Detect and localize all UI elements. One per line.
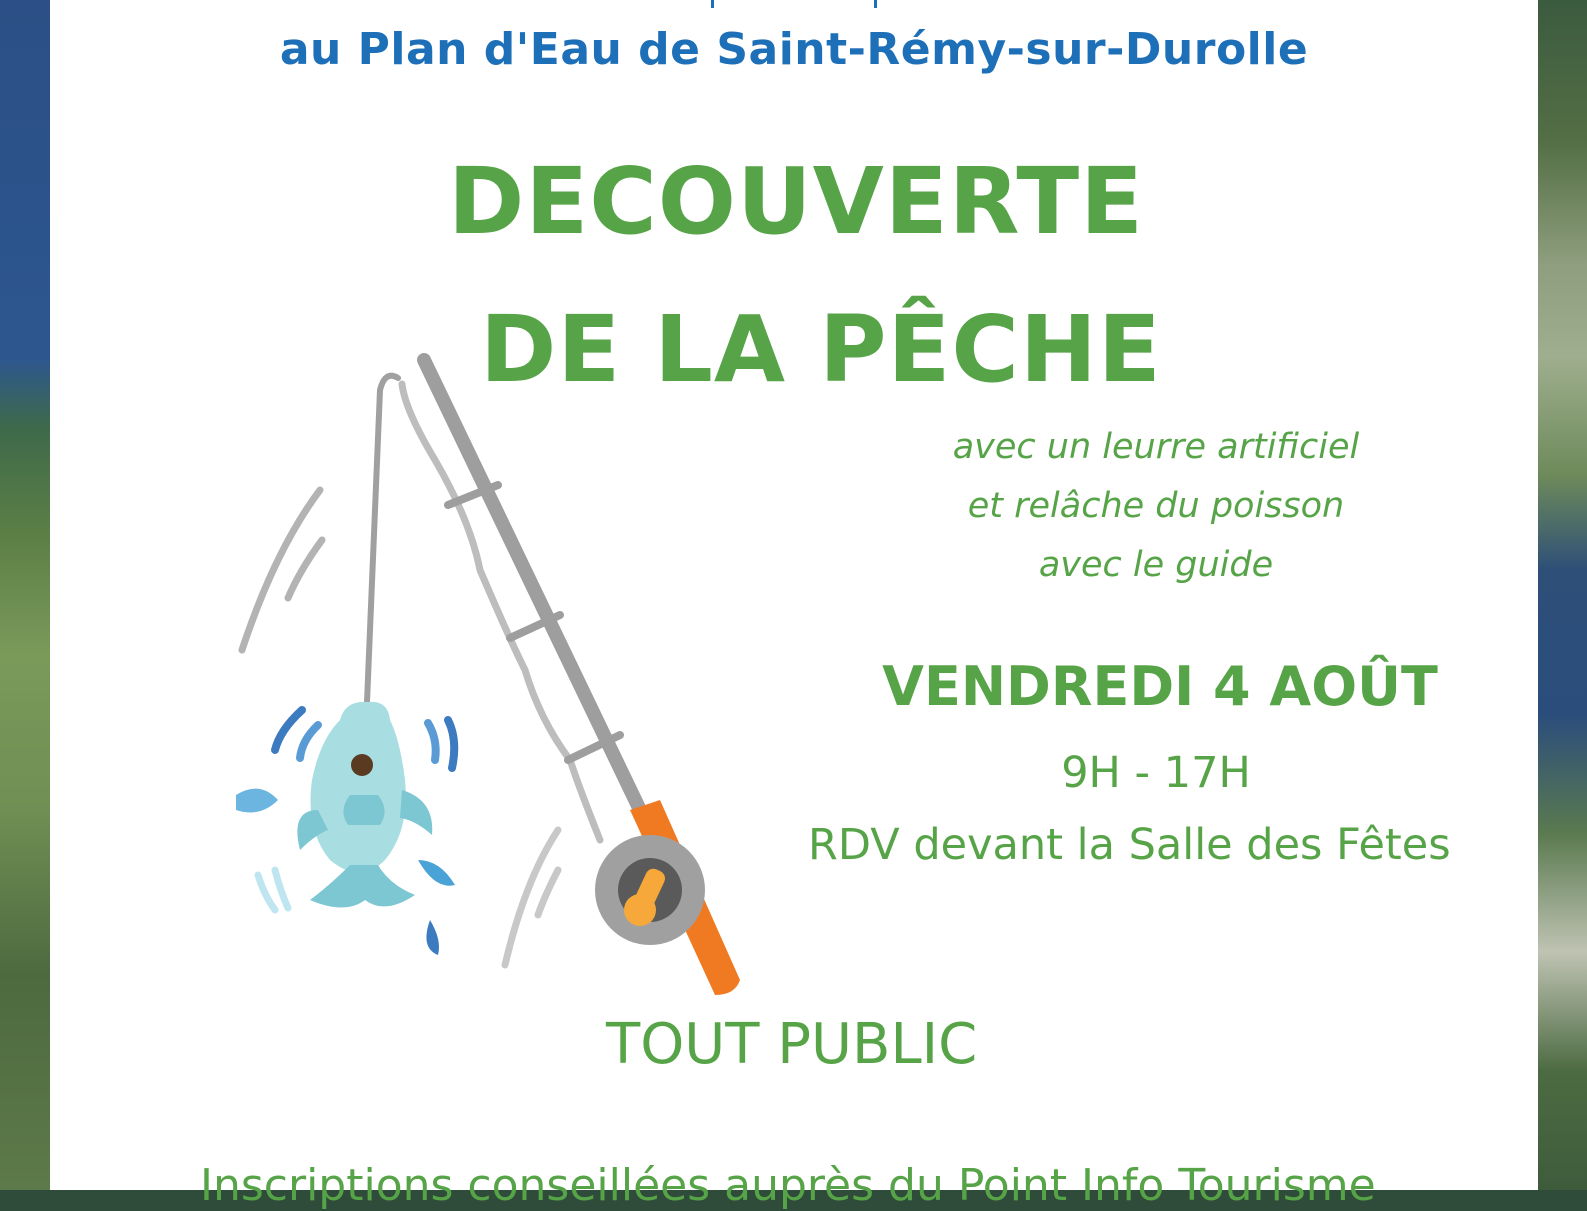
poster-title-line2: DE LA PÊCHE — [480, 296, 1162, 403]
event-hours: 9H - 17H — [1061, 748, 1251, 798]
bottom-cropped-text: Inscriptions conseillées auprès du Point Info Tourisme — [200, 1160, 1376, 1211]
meeting-point: RDV devant la Salle des Fêtes — [808, 820, 1451, 870]
background-photo-left — [0, 0, 50, 1190]
poster-subtitle: au Plan d'Eau de Saint-Rémy-sur-Durolle — [279, 24, 1309, 75]
detail-line-1: avec un leurre artificiel — [952, 427, 1360, 467]
detail-line-3: avec le guide — [1038, 545, 1274, 585]
fishing-rod-with-fish-icon — [180, 340, 780, 1020]
audience-label: TOUT PUBLIC — [606, 1012, 978, 1077]
poster-title-line1: DECOUVERTE — [448, 148, 1145, 255]
background-photo-right — [1538, 0, 1587, 1190]
cropped-header-text — [50, 0, 1538, 8]
poster-panel — [50, 0, 1538, 1211]
detail-line-2: et relâche du poisson — [967, 486, 1345, 526]
event-date: VENDREDI 4 AOÛT — [882, 655, 1438, 718]
